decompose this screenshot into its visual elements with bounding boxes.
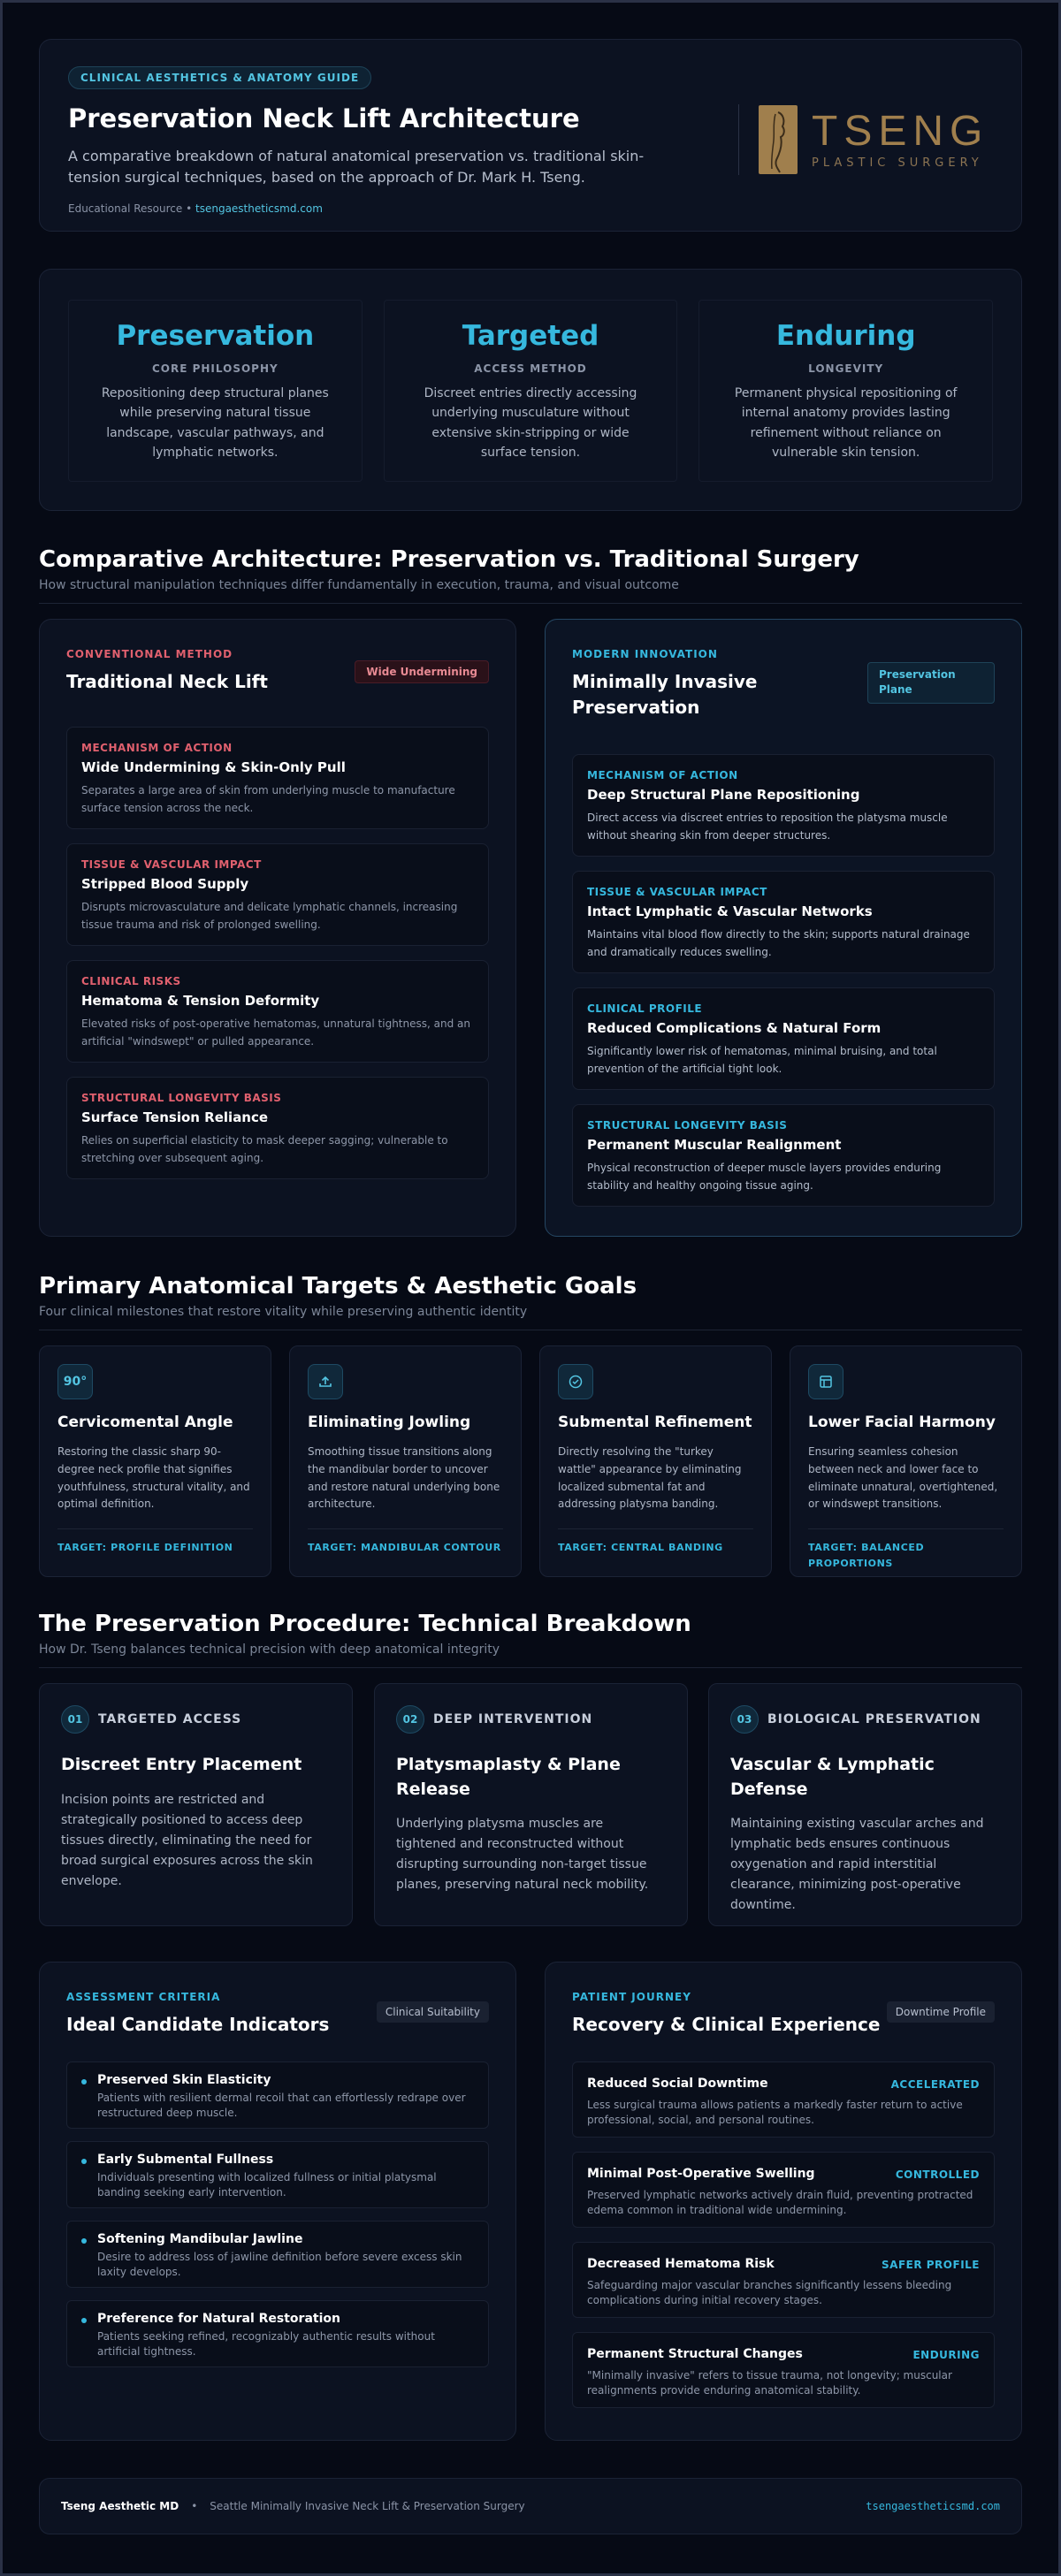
guide-badge: CLINICAL AESTHETICS & ANATOMY GUIDE xyxy=(68,66,371,89)
pillar-text: Repositioning deep structural planes while preserving natural tissue landscape, vascular pathways, and lymphatic networks. xyxy=(101,386,329,461)
card-label: TISSUE & VASCULAR IMPACT xyxy=(587,886,767,898)
step-label: BIOLOGICAL PRESERVATION xyxy=(767,1712,981,1726)
panel-eyebrow: PATIENT JOURNEY xyxy=(572,1991,691,2003)
suitability-tag: Clinical Suitability xyxy=(377,2001,489,2023)
item-text: "Minimally invasive" refers to tissue trauma, not longevity; muscular realignments provide enduring anatomical stability. xyxy=(587,2369,952,2397)
recovery-item xyxy=(572,2332,995,2408)
card-text: Disrupts microvasculature and delicate lymphatic channels, increasing tissue trauma and risk of prolonged swelling. xyxy=(81,901,458,931)
status-badge: ACCELERATED xyxy=(890,2078,980,2091)
bullet-dot xyxy=(81,2159,87,2164)
downtime-tag: Downtime Profile xyxy=(887,2001,995,2023)
panel-eyebrow: ASSESSMENT CRITERIA xyxy=(66,1991,221,2003)
pillar-title: Enduring xyxy=(775,320,916,352)
card-text: Elevated risks of post-operative hematomas, unnatural tightness, and an artificial "windswept" or pulled appearance. xyxy=(81,1017,470,1048)
card-label: STRUCTURAL LONGEVITY BASIS xyxy=(587,1119,788,1132)
card-title: Reduced Complications & Natural Form xyxy=(587,1020,882,1036)
target-card-angle xyxy=(39,1345,271,1577)
bullet-dot xyxy=(81,2318,87,2323)
target-divider xyxy=(57,1528,253,1529)
pillar-title: Preservation xyxy=(116,320,315,352)
bullet-dot xyxy=(81,2238,87,2244)
logo-tagline: PLASTIC SURGERY xyxy=(812,156,983,170)
card-title: Permanent Muscular Realignment xyxy=(587,1137,842,1153)
section-subtitle: How Dr. Tseng balances technical precision with deep anatomical integrity xyxy=(39,1642,500,1657)
website-link[interactable]: tsengaestheticsmd.com xyxy=(195,202,323,215)
logo-divider xyxy=(738,104,739,175)
target-goal: TARGET: MANDIBULAR CONTOUR xyxy=(308,1542,501,1553)
brand-logo xyxy=(738,100,995,179)
card-text: Maintains vital blood flow directly to the skin; supports natural drainage and dramatically reduces swelling. xyxy=(587,928,970,958)
pillar-text: Permanent physical repositioning of internal anatomy provides lasting refinement without reliance on vulnerable skin tension. xyxy=(734,386,958,461)
item-title: Permanent Structural Changes xyxy=(587,2347,803,2361)
comparison-card xyxy=(572,754,995,857)
comparison-card xyxy=(66,960,489,1063)
pillar-label: LONGEVITY xyxy=(808,362,884,375)
pillar-title: Targeted xyxy=(462,320,599,352)
footer xyxy=(39,2478,1022,2534)
section-title: The Preservation Procedure: Technical Breakdown xyxy=(39,1611,691,1637)
pillar-label: CORE PHILOSOPHY xyxy=(151,362,279,375)
traditional-column xyxy=(39,619,516,1237)
target-card-jowling xyxy=(289,1345,522,1577)
footer-website-link[interactable]: tsengaestheticsmd.com xyxy=(866,2500,1000,2512)
target-title: Cervicomental Angle xyxy=(57,1414,233,1431)
candidate-item xyxy=(66,2141,489,2208)
resource-label: Educational Resource • xyxy=(68,202,193,215)
bullet-dot xyxy=(81,2079,87,2084)
panel-title: Recovery & Clinical Experience xyxy=(572,2014,881,2035)
column-title: Traditional Neck Lift xyxy=(66,671,268,692)
comparison-card xyxy=(66,1077,489,1179)
step-title: Discreet Entry Placement xyxy=(61,1755,302,1774)
undermining-tag: Wide Undermining xyxy=(355,660,489,683)
target-goal: TARGET: CENTRAL BANDING xyxy=(558,1542,723,1553)
status-badge: CONTROLLED xyxy=(895,2168,980,2181)
status-badge: ENDURING xyxy=(912,2349,980,2361)
card-text: Relies on superficial elasticity to mask deeper sagging; vulnerable to stretching over subsequent aging. xyxy=(81,1134,448,1164)
candidate-item xyxy=(66,2062,489,2129)
card-label: MECHANISM OF ACTION xyxy=(81,742,233,754)
comparison-card xyxy=(572,1104,995,1207)
target-text: Directly resolving the "turkey wattle" appearance by eliminating localized submental fat and addressing platysma banding. xyxy=(558,1445,742,1511)
pillar-text: Discreet entries directly accessing underlying musculature without extensive skin-stripping or wide surface tension. xyxy=(424,386,637,461)
column-eyebrow: CONVENTIONAL METHOD xyxy=(66,648,233,660)
card-label: CLINICAL PROFILE xyxy=(587,1002,703,1015)
card-title: Surface Tension Reliance xyxy=(81,1109,269,1125)
column-eyebrow: MODERN INNOVATION xyxy=(572,648,718,660)
item-text: Less surgical trauma allows patients a markedly faster return to active professional, social, and personal routines. xyxy=(587,2099,963,2126)
angle-badge: 90° xyxy=(57,1364,93,1399)
item-text: Patients with resilient dermal recoil that can effortlessly redrape over restructured deep muscle. xyxy=(97,2092,466,2119)
card-title: Hematoma & Tension Deformity xyxy=(81,993,320,1009)
pillar-preservation xyxy=(68,300,363,482)
card-title: Deep Structural Plane Repositioning xyxy=(587,787,860,803)
target-title: Submental Refinement xyxy=(558,1414,752,1431)
procedure-step xyxy=(708,1683,1022,1926)
step-text: Incision points are restricted and strategically positioned to access deep tissues directly, eliminating the need for broad surgical exposures across the skin envelope. xyxy=(61,1792,313,1888)
comparison-card xyxy=(572,871,995,973)
logo-name: TSENG xyxy=(812,107,989,155)
pillar-enduring xyxy=(698,300,993,482)
footer-separator: • xyxy=(191,2500,198,2512)
pillars-panel xyxy=(39,269,1022,511)
recovery-item xyxy=(572,2242,995,2318)
target-text: Restoring the classic sharp 90-degree neck profile that signifies youthfulness, structural vitality, and optimal definition. xyxy=(57,1445,250,1511)
item-text: Desire to address loss of jawline definition before severe excess skin laxity develops. xyxy=(97,2251,462,2278)
step-title: Platysmaplasty & Plane Release xyxy=(396,1755,621,1799)
preservation-column xyxy=(545,619,1022,1237)
card-title: Wide Undermining & Skin-Only Pull xyxy=(81,759,346,775)
item-title: Preference for Natural Restoration xyxy=(97,2312,340,2326)
card-label: TISSUE & VASCULAR IMPACT xyxy=(81,858,262,871)
step-number: 03 xyxy=(730,1705,759,1734)
card-text: Significantly lower risk of hematomas, minimal bruising, and total prevention of the artificial tight look. xyxy=(587,1045,937,1075)
item-text: Individuals presenting with localized fullness or initial platysmal banding seeking early intervention. xyxy=(97,2171,437,2199)
section-title: Primary Anatomical Targets & Aesthetic Goals xyxy=(39,1273,637,1299)
item-title: Minimal Post-Operative Swelling xyxy=(587,2167,815,2181)
step-label: TARGETED ACCESS xyxy=(98,1712,242,1726)
section-divider xyxy=(39,603,1022,604)
comparison-card xyxy=(66,843,489,946)
procedure-step xyxy=(374,1683,688,1926)
recovery-item xyxy=(572,2152,995,2228)
recovery-panel xyxy=(545,1962,1022,2441)
target-text: Smoothing tissue transitions along the mandibular border to uncover and restore natural underlying bone architecture. xyxy=(308,1445,500,1511)
item-title: Softening Mandibular Jawline xyxy=(97,2232,303,2246)
item-title: Decreased Hematoma Risk xyxy=(587,2257,775,2271)
comparison-card xyxy=(66,727,489,829)
item-title: Early Submental Fullness xyxy=(97,2153,274,2167)
candidate-item xyxy=(66,2221,489,2288)
section-subtitle: Four clinical milestones that restore vitality while preserving authentic identity xyxy=(39,1305,528,1319)
panel-title: Ideal Candidate Indicators xyxy=(66,2014,330,2035)
profile-silhouette-icon xyxy=(759,105,798,174)
card-label: MECHANISM OF ACTION xyxy=(587,769,738,781)
hero-panel xyxy=(39,39,1022,232)
procedure-header xyxy=(39,1611,1022,1668)
comparison-card xyxy=(572,987,995,1090)
upload-icon xyxy=(308,1364,343,1399)
item-text: Preserved lymphatic networks actively drain fluid, preventing protracted edema common in traditional wide undermining. xyxy=(587,2189,973,2216)
footer-text: Seattle Minimally Invasive Neck Lift & Preservation Surgery xyxy=(210,2500,525,2512)
target-divider xyxy=(308,1528,503,1529)
preservation-plane-tag: Preservation Plane xyxy=(867,662,995,704)
card-title: Intact Lymphatic & Vascular Networks xyxy=(587,903,873,919)
target-title: Eliminating Jowling xyxy=(308,1414,471,1431)
step-number: 01 xyxy=(61,1705,89,1734)
recovery-item xyxy=(572,2062,995,2138)
target-divider xyxy=(808,1528,1004,1529)
footer-brand: Tseng Aesthetic MD xyxy=(61,2500,179,2512)
card-text: Direct access via discreet entries to reposition the platysma muscle without shearing skin from deeper structures. xyxy=(587,812,948,842)
pillar-label: ACCESS METHOD xyxy=(474,362,587,375)
pillar-targeted xyxy=(384,300,678,482)
step-text: Underlying platysma muscles are tightened and reconstructed without disrupting surrounding non-target tissue planes, preserving natural neck mobility. xyxy=(396,1817,649,1893)
section-divider xyxy=(39,1667,1022,1668)
step-number: 02 xyxy=(396,1705,424,1734)
procedure-step xyxy=(39,1683,353,1926)
column-title: Minimally Invasive Preservation xyxy=(572,671,758,718)
card-label: STRUCTURAL LONGEVITY BASIS xyxy=(81,1092,282,1104)
check-circle-icon xyxy=(558,1364,593,1399)
card-text: Physical reconstruction of deeper muscle layers provides enduring stability and healthy ongoing tissue aging. xyxy=(587,1162,942,1192)
status-badge: SAFER PROFILE xyxy=(882,2259,980,2271)
target-card-submental xyxy=(539,1345,772,1577)
item-text: Patients seeking refined, recognizably authentic results without artificial tightness. xyxy=(97,2330,435,2358)
candidate-item xyxy=(66,2300,489,2367)
targets-header xyxy=(39,1273,1022,1330)
item-title: Preserved Skin Elasticity xyxy=(97,2073,271,2087)
step-label: DEEP INTERVENTION xyxy=(433,1712,593,1726)
step-title: Vascular & Lymphatic Defense xyxy=(730,1755,935,1799)
layout-icon xyxy=(808,1364,843,1399)
page-title: Preservation Neck Lift Architecture xyxy=(68,103,580,133)
target-divider xyxy=(558,1528,753,1529)
target-text: Ensuring seamless cohesion between neck and lower face to eliminate unnatural, overtightened, or windswept transitions. xyxy=(808,1445,998,1511)
candidate-panel xyxy=(39,1962,516,2441)
page-subtitle: A comparative breakdown of natural anatomical preservation vs. traditional skin-tension surgical techniques, based on the approach of Dr. Mark H. Tseng. xyxy=(68,148,645,186)
card-text: Separates a large area of skin from underlying muscle to manufacture surface tension across the neck. xyxy=(81,784,455,814)
resource-meta xyxy=(68,202,993,215)
card-title: Stripped Blood Supply xyxy=(81,876,249,892)
card-label: CLINICAL RISKS xyxy=(81,975,181,987)
target-goal: TARGET: PROFILE DEFINITION xyxy=(57,1542,233,1553)
target-card-harmony xyxy=(790,1345,1022,1577)
target-goal: TARGET: BALANCED PROPORTIONS xyxy=(808,1542,925,1569)
section-title: Comparative Architecture: Preservation vs. Traditional Surgery xyxy=(39,546,859,573)
section-subtitle: How structural manipulation techniques differ fundamentally in execution, trauma, and visual outcome xyxy=(39,578,679,592)
item-title: Reduced Social Downtime xyxy=(587,2077,768,2091)
compare-header xyxy=(39,546,1022,604)
target-title: Lower Facial Harmony xyxy=(808,1414,996,1431)
item-text: Safeguarding major vascular branches significantly lessens bleeding complications during initial recovery stages. xyxy=(587,2279,952,2306)
step-text: Maintaining existing vascular arches and lymphatic beds ensures continuous oxygenation and rapid interstitial clearance, minimizing post-operative downtime. xyxy=(730,1817,984,1913)
